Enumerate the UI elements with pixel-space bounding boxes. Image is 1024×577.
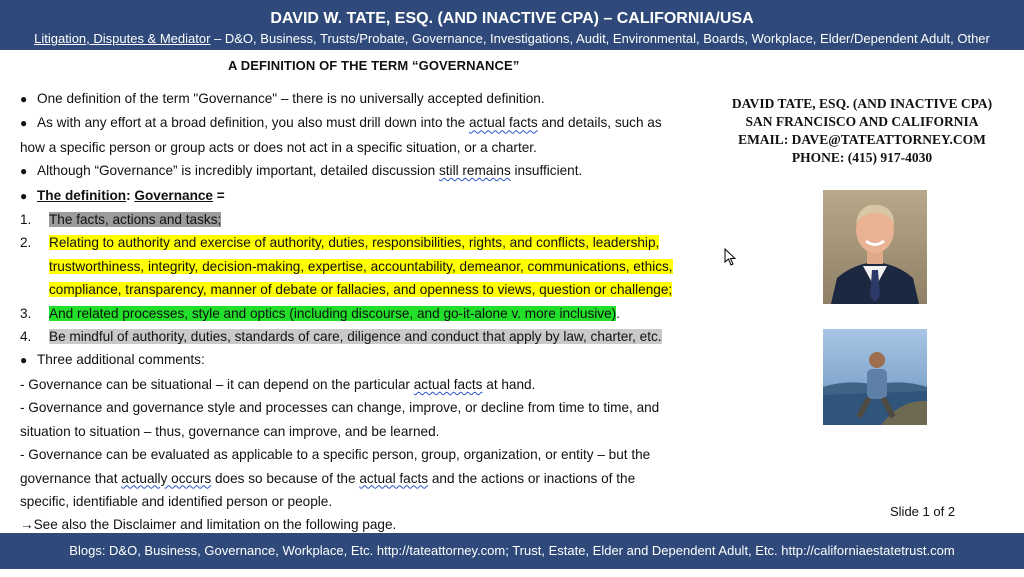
numbered-item: 1. The facts, actions and tasks; [20,212,222,228]
spellcheck-word: actually occurs [121,470,212,486]
bullet-item: ● Three additional comments: [20,348,732,372]
document-title: A DEFINITION OF THE TERM “GOVERNANCE” [228,58,520,73]
spellcheck-word: actual facts [359,470,429,486]
bullet-icon: ● [20,164,28,179]
spellcheck-word: actual facts [413,376,483,392]
contact-location: SAN FRANCISCO AND CALIFORNIA [745,114,979,129]
contact-phone: PHONE: (415) 917-4030 [791,150,933,165]
bullet-item: ● Although “Governance” is incredibly important, detailed discussion still remains insufficient. [20,159,732,183]
spellcheck-word: still remains [438,163,511,179]
header-subtitle [0,31,1024,47]
comment-line: - Governance can be situational – it can depend on the particular actual facts at hand. [20,376,536,392]
spellcheck-word: actual facts [468,115,538,131]
outdoor-illustration [823,329,927,425]
header-banner [0,0,1024,50]
bullet-continuation: how a specific person or group acts or does not act in a specific situation, or a charter. [20,139,537,155]
header-subtitle-link: Litigation, Disputes & Mediator [34,31,211,46]
header-title: DAVID W. TATE, ESQ. (AND INACTIVE CPA) – CALIFORNIA/USA [270,10,754,27]
numbered-continuation [20,255,732,278]
highlighted-text: compliance, transparency, manner of debate or fallacies, and openness to views, question or challenge; [49,282,673,298]
bullet-icon: ● [20,116,28,131]
outdoor-photo [823,329,927,425]
highlighted-text: And related processes, style and optics (including discourse, and go-it-alone v. more inclusive) [49,305,617,321]
highlighted-text: trustworthiness, integrity, decision-making, expertise, accountability, demeanor, communications, ethics, [49,258,673,274]
header-subtitle-rest: – D&O, Business, Trusts/Probate, Governance, Investigations, Audit, Environmental, Boards, Workplace, Elder/Dependent Adult, Other [210,31,990,46]
headshot-photo [823,190,927,304]
contact-block [728,95,996,167]
comment-line: governance that actually occurs does so because of the actual facts and the actions or inactions of the [20,470,636,486]
bullet-icon: ● [20,188,28,203]
bullet-icon: ● [20,92,28,106]
highlighted-text: The facts, actions and tasks; [49,212,222,228]
slide-number: Slide 1 of 2 [890,504,956,519]
bullet-icon: ● [20,353,28,368]
comment-line: specific, identifiable and identified person or people. [20,493,333,509]
numbered-continuation [20,278,732,301]
document-body [20,87,732,537]
numbered-item: 3. And related processes, style and optics (including discourse, and go-it-alone v. more inclusive). [20,305,620,321]
comment-line: situation to situation – thus, governance can improve, and be learned. [20,423,440,439]
highlighted-text: Be mindful of authority, duties, standards of care, diligence and conduct that apply by law, charter, etc. [49,329,662,345]
contact-email: EMAIL: DAVE@TATEATTORNEY.COM [738,132,986,147]
comment-line: - Governance and governance style and processes can change, improve, or decline from time to time, and [20,400,660,416]
footer-banner: Blogs: D&O, Business, Governance, Workplace, Etc. http://tateattorney.com; Trust, Estate, Elder and Dependent Adult, Etc. http://californiaestatetrust.com [0,533,1024,569]
bullet-item: ● The definition: Governance = [20,184,732,208]
mouse-cursor-icon [724,248,736,266]
contact-name: DAVID TATE, ESQ. (AND INACTIVE CPA) [731,96,993,111]
bullet-item: ● As with any effort at a broad definition, you also must drill down into the actual facts and details, such as [20,111,732,135]
highlighted-text: Relating to authority and exercise of authority, duties, responsibilities, rights, and conflicts, leadership, [49,235,660,251]
numbered-item: 4. Be mindful of authority, duties, standards of care, diligence and conduct that apply by law, charter, etc. [20,329,662,345]
comment-line: - Governance can be evaluated as applicable to a specific person, group, organization, or entity – but the [20,447,651,463]
bullet-item: ● One definition of the term "Governance" – there is no universally accepted definition. [20,87,732,111]
see-also-line: →See also the Disclaimer and limitation on the following page. [20,517,397,533]
headshot-illustration [823,190,927,304]
numbered-item: 2. Relating to authority and exercise of authority, duties, responsibilities, rights, and conflicts, leadership, [20,235,660,251]
